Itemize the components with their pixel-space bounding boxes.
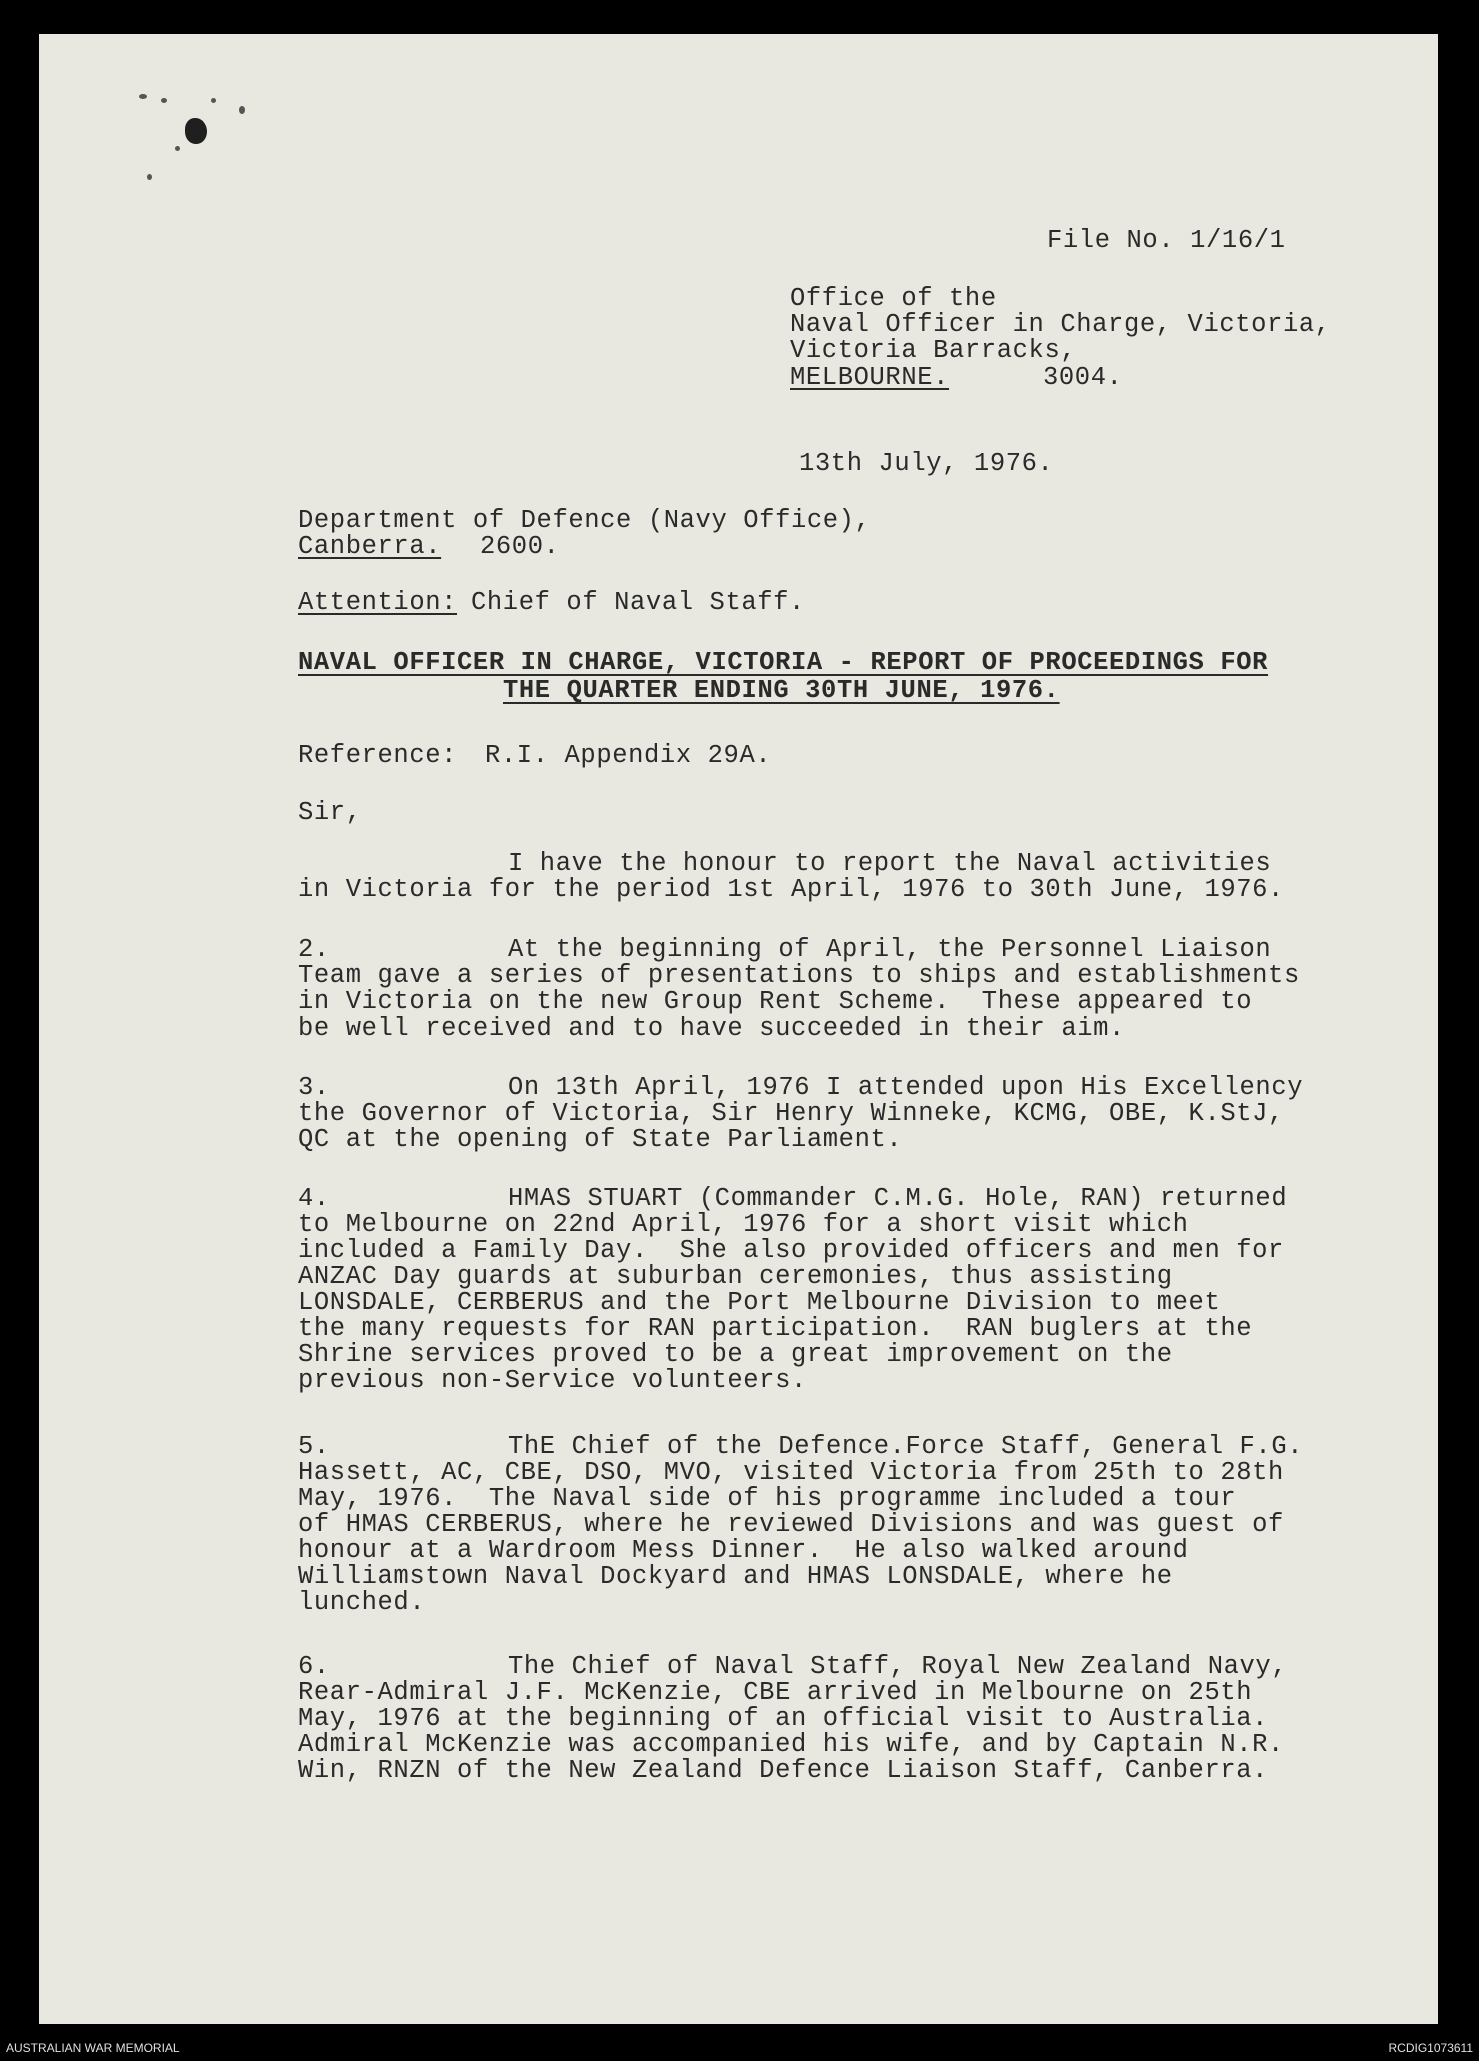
paragraph-number: 6. <box>298 1652 330 1681</box>
paragraph-line: LONSDALE, CERBERUS and the Port Melbourne Division to meet <box>298 1288 1221 1317</box>
paragraph-number: 4. <box>298 1184 330 1213</box>
ink-speck <box>175 146 180 151</box>
paragraph-line: Admiral McKenzie was accompanied his wife, and by Captain N.R. <box>298 1730 1284 1759</box>
paragraph-number: 2. <box>298 935 330 964</box>
paragraph-line: included a Family Day. She also provided officers and men for <box>298 1236 1284 1265</box>
footer-record-id: RCDIG1073611 <box>1388 2041 1473 2055</box>
paragraph-line: of HMAS CERBERUS, where he reviewed Divisions and was guest of <box>298 1510 1284 1539</box>
ink-speck <box>147 174 152 180</box>
salutation: Sir, <box>298 798 362 827</box>
paragraph-first-line: The Chief of Naval Staff, Royal New Zealand Navy, <box>508 1652 1288 1681</box>
paragraph-first-line: At the beginning of April, the Personnel Liaison <box>508 935 1272 964</box>
address-line: Naval Officer in Charge, Victoria, <box>790 310 1331 339</box>
ink-speck <box>211 98 216 103</box>
file-number: File No. 1/16/1 <box>1047 226 1286 255</box>
subject-line: THE QUARTER ENDING 30TH JUNE, 1976. <box>503 676 1060 705</box>
reference-label: Reference: <box>298 741 458 770</box>
paragraph-line: Hassett, AC, CBE, DSO, MVO, visited Victoria from 25th to 28th <box>298 1458 1284 1487</box>
paragraph-first-line: HMAS STUART (Commander C.M.G. Hole, RAN) returned <box>508 1184 1288 1213</box>
paragraph-first-line: ThE Chief of the Defence.Force Staff, General F.G. <box>508 1432 1304 1461</box>
subject-line: NAVAL OFFICER IN CHARGE, VICTORIA - REPORT OF PROCEEDINGS FOR <box>298 648 1269 677</box>
paragraph-line: the many requests for RAN participation. RAN buglers at the <box>298 1314 1253 1343</box>
address-postcode: 3004. <box>1043 363 1123 392</box>
paragraph-line: to Melbourne on 22nd April, 1976 for a short visit which <box>298 1210 1189 1239</box>
paragraph-line: in Victoria on the new Group Rent Scheme. These appeared to <box>298 987 1253 1016</box>
paragraph-line: Shrine services proved to be a great improvement on the <box>298 1340 1173 1369</box>
address-city: MELBOURNE. <box>790 363 950 392</box>
paragraph-number: 3. <box>298 1073 330 1102</box>
paragraph-line: previous non-Service volunteers. <box>298 1366 807 1395</box>
ink-speck <box>161 98 167 103</box>
paragraph-line: Team gave a series of presentations to ships and establishments <box>298 961 1300 990</box>
paragraph-line: the Governor of Victoria, Sir Henry Winneke, KCMG, OBE, K.StJ, <box>298 1099 1284 1128</box>
letter-page <box>39 34 1438 2024</box>
paragraph-line: in Victoria for the period 1st April, 1976 to 30th June, 1976. <box>298 875 1284 904</box>
attention-value: Chief of Naval Staff. <box>471 588 805 617</box>
attention-label: Attention: <box>298 588 458 617</box>
ink-speck <box>239 106 245 114</box>
paragraph-line: May, 1976 at the beginning of an official visit to Australia. <box>298 1704 1269 1733</box>
paragraph-first-line: On 13th April, 1976 I attended upon His Excellency <box>508 1073 1304 1102</box>
letter-date: 13th July, 1976. <box>799 449 1054 478</box>
paragraph-number: 5. <box>298 1432 330 1461</box>
paragraph-first-line: I have the honour to report the Naval activities <box>508 849 1272 878</box>
paragraph-line: May, 1976. The Naval side of his programme included a tour <box>298 1484 1237 1513</box>
ink-speck <box>139 94 147 99</box>
paragraph-line: Win, RNZN of the New Zealand Defence Liaison Staff, Canberra. <box>298 1756 1269 1785</box>
paragraph-line: honour at a Wardroom Mess Dinner. He also walked around <box>298 1536 1189 1565</box>
paragraph-line: be well received and to have succeeded in their aim. <box>298 1014 1125 1043</box>
reference-value: R.I. Appendix 29A. <box>485 741 772 770</box>
recipient-city: Canberra. <box>298 532 442 561</box>
paragraph-line: Williamstown Naval Dockyard and HMAS LONSDALE, where he <box>298 1562 1173 1591</box>
paragraph-line: lunched. <box>298 1588 426 1617</box>
address-line: Victoria Barracks, <box>790 336 1077 365</box>
recipient-postcode: 2600. <box>480 532 560 561</box>
paragraph-line: Rear-Admiral J.F. McKenzie, CBE arrived in Melbourne on 25th <box>298 1678 1253 1707</box>
recipient-line: Department of Defence (Navy Office), <box>298 506 871 535</box>
paragraph-line: ANZAC Day guards at suburban ceremonies, thus assisting <box>298 1262 1173 1291</box>
footer-archive-name: AUSTRALIAN WAR MEMORIAL <box>6 2041 180 2055</box>
paragraph-line: QC at the opening of State Parliament. <box>298 1125 903 1154</box>
address-line: Office of the <box>790 284 997 313</box>
ink-blot <box>185 118 207 144</box>
